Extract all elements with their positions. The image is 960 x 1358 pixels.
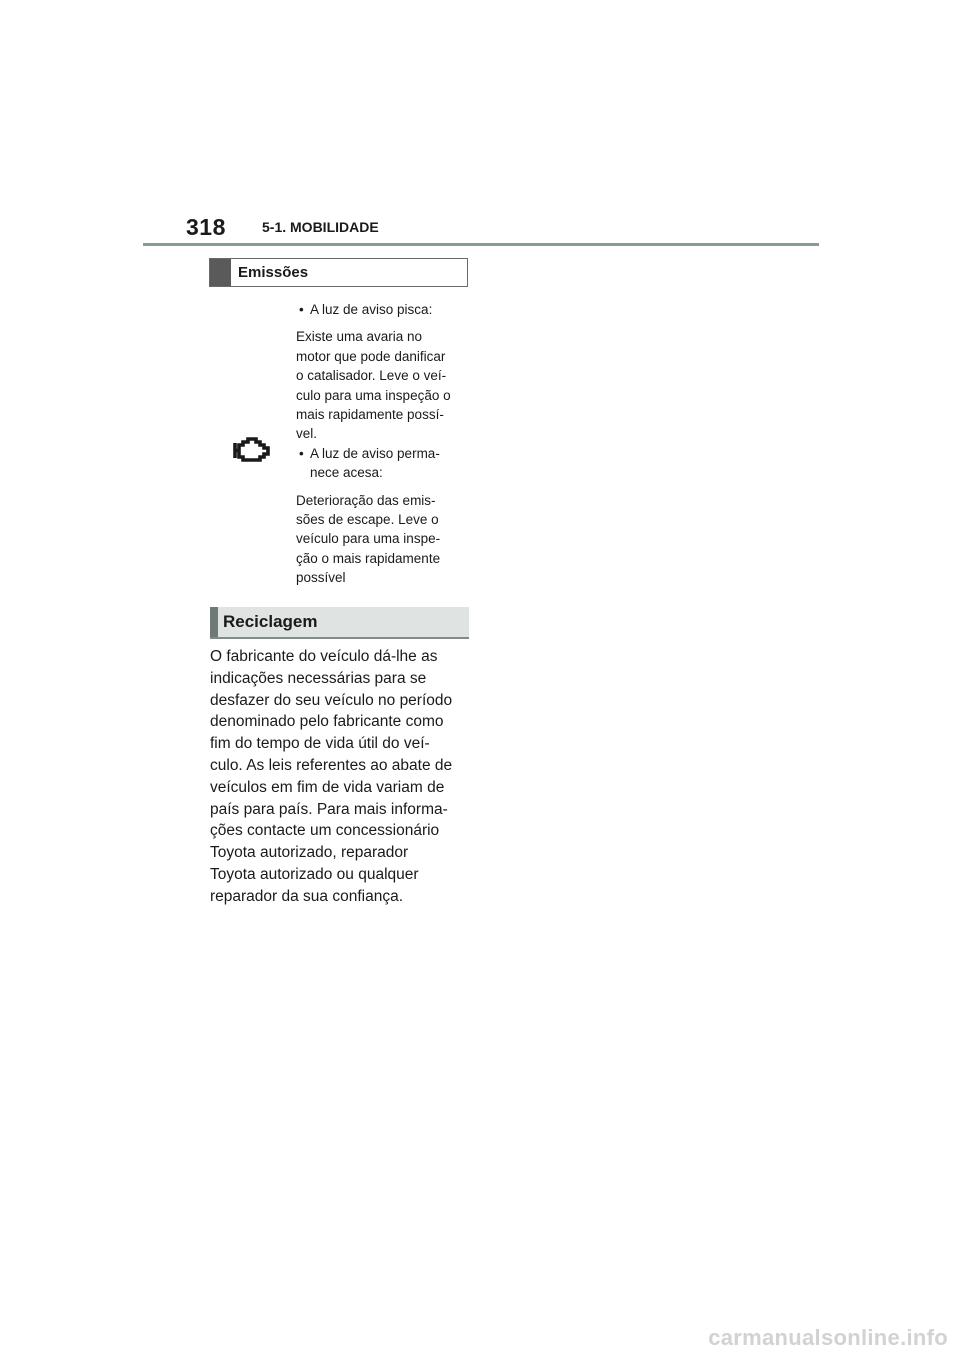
desc-line: motor que pode danificar bbox=[296, 348, 446, 364]
desc-line: Existe uma avaria no bbox=[296, 329, 423, 345]
desc-line: sões de escape. Leve o bbox=[296, 512, 439, 528]
paragraph-line: fim do tempo de vida útil do veí- bbox=[210, 735, 430, 753]
recycling-paragraph bbox=[210, 646, 472, 908]
warning-steady-text bbox=[296, 444, 468, 463]
desc-line: Deterioração das emis- bbox=[296, 492, 436, 508]
check-engine-icon bbox=[231, 433, 271, 467]
desc-line: ção o mais rapidamente bbox=[296, 550, 441, 566]
paragraph-line: Toyota autorizado, reparador bbox=[210, 844, 409, 862]
paragraph-line: indicações necessárias para se bbox=[210, 669, 427, 687]
desc-line: mais rapidamente possí- bbox=[296, 407, 444, 423]
emissions-title: Emissões bbox=[238, 264, 309, 281]
desc-line: culo para uma inspeção o bbox=[296, 387, 451, 403]
paragraph-line: reparador da sua confiança. bbox=[210, 887, 404, 905]
paragraph-line: Toyota autorizado ou qualquer bbox=[210, 865, 419, 883]
recycling-section-header bbox=[210, 607, 469, 639]
page-number: 318 bbox=[186, 214, 226, 240]
table-header-bar bbox=[210, 259, 231, 286]
desc-line: vel. bbox=[296, 426, 318, 442]
section-label: 5-1. MOBILIDADE bbox=[262, 219, 379, 235]
paragraph-line: país para país. Para mais informa- bbox=[210, 800, 448, 818]
desc-line: veículo para uma inspe- bbox=[296, 531, 441, 547]
header-rule bbox=[143, 243, 819, 246]
watermark[interactable]: carmanualsonline.info bbox=[708, 1325, 948, 1350]
desc-line: nece acesa: bbox=[310, 465, 383, 481]
paragraph-line: desfazer do seu veículo no período bbox=[210, 691, 453, 709]
bullet-text: A luz de aviso perma- bbox=[310, 445, 440, 461]
warning-blinking-text bbox=[296, 300, 468, 319]
section-header-bar bbox=[210, 607, 218, 637]
desc-line: possível bbox=[296, 570, 346, 586]
paragraph-line: denominado pelo fabricante como bbox=[210, 713, 444, 731]
paragraph-line: veículos em fim de vida variam de bbox=[210, 778, 445, 796]
paragraph-line: ções contacte um concessionário bbox=[210, 822, 440, 840]
desc-line: o catalisador. Leve o veí- bbox=[296, 368, 447, 384]
emissions-table-header bbox=[209, 258, 468, 287]
paragraph-line: O fabricante do veículo dá-lhe as bbox=[210, 648, 438, 665]
bullet-text: A luz de aviso pisca: bbox=[310, 302, 433, 317]
paragraph-line: culo. As leis referentes ao abate de bbox=[210, 756, 453, 774]
emissions-description bbox=[296, 300, 468, 588]
recycling-title: Reciclagem bbox=[223, 612, 318, 631]
